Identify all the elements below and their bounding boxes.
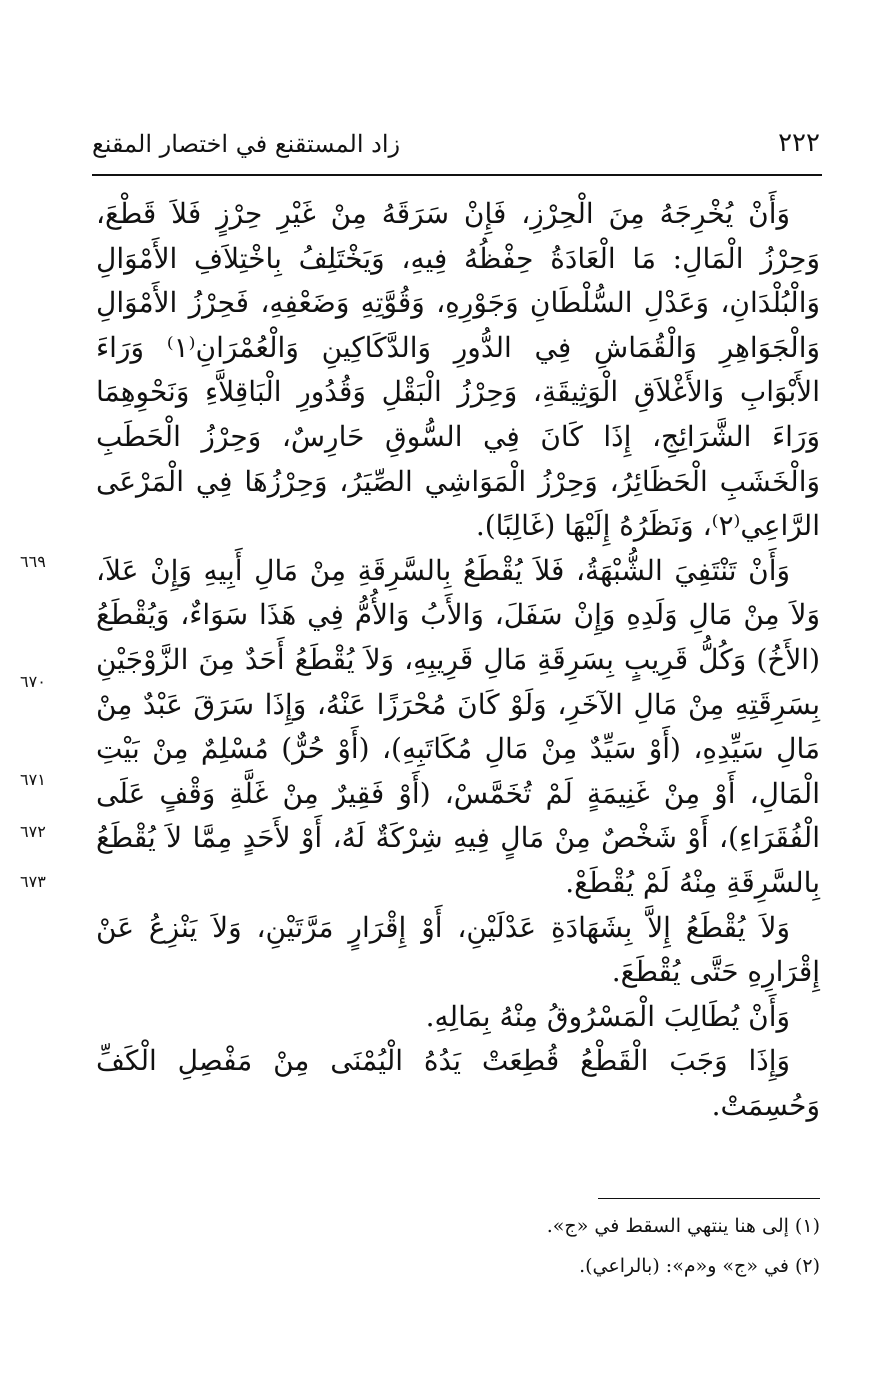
paragraph-witnesses: وَلاَ يُقْطَعُ إِلاَّ بِشَهَادَةِ عَدْلَيْنِ، أَوْ إِقْرَارٍ مَرَّتَيْنِ، وَلاَ يَنْزِعُ عَنْ إِقْرَارِهِ حَتَّى يُقْطَعَ. — [96, 910, 820, 989]
margin-number-669: ٦٦٩ — [20, 552, 46, 571]
paragraph-shubha: وَأَنْ تَنْتَفِيَ الشُّبْهَةُ، فَلاَ يُقْطَعُ بِالسَّرِقَةِ مِنْ مَالِ أَبِيهِ وَإِنْ عَلاَ، وَلاَ مِنْ مَالِ وَلَدِهِ وَإِنْ سَفَلَ، وَالأَبُ وَالأُمُّ فِي هَذَا سَوَاءٌ، وَيُقْطَعُ (الأَخُ) وَكُلُّ قَرِيبٍ بِسَرِقَةِ مَالِ قَرِيبِهِ، وَلاَ يُقْطَعُ أَحَدٌ مِنَ الزَّوْجَيْنِ بِسَرِقَتِهِ مِنْ مَالِ الآخَرِ، وَلَوْ كَانَ مُحْرَزًا عَنْهُ، وَإِذَا سَرَقَ عَبْدٌ مِنْ مَالِ سَيِّدِهِ، (أَوْ سَيِّدٌ مِنْ مَالِ مُكَاتَبِهِ)، (أَوْ حُرٌّ) مُسْلِمٌ مِنْ بَيْتِ الْمَالِ، أَوْ مِنْ غَنِيمَةٍ لَمْ تُخَمَّسْ، (أَوْ فَقِيرٌ مِنْ غَلَّةِ وَقْفٍ عَلَى الْفُقَرَاءِ)، أَوْ شَخْصٌ مِنْ مَالٍ فِيهِ شِرْكَةٌ لَهُ، أَوْ لأَحَدٍ مِمَّا لاَ يُقْطَعُ بِالسَّرِقَةِ مِنْهُ لَمْ يُقْطَعْ. — [96, 553, 820, 899]
margin-number-673: ٦٧٣ — [20, 872, 46, 891]
footnote-1: (١) إلى هنا ينتهي السقط في «ج». — [546, 1215, 820, 1237]
footnotes — [300, 1206, 820, 1286]
main-text — [96, 192, 820, 1128]
footnote-rule — [598, 1198, 820, 1199]
page-number: ٢٢٢ — [778, 128, 820, 158]
running-title: زاد المستقنع في اختصار المقنع — [92, 130, 401, 158]
paragraph-demand: وَأَنْ يُطَالِبَ الْمَسْرُوقُ مِنْهُ بِمَالِهِ. — [425, 999, 790, 1033]
running-header — [92, 128, 820, 176]
header-rule — [92, 174, 822, 176]
paragraph-hirz: وَأَنْ يُخْرِجَهُ مِنَ الْحِرْزِ، فَإِنْ سَرَقَهُ مِنْ غَيْرِ حِرْزٍ فَلاَ قَطْعَ، وَحِرْزُ الْمَالِ: مَا الْعَادَةُ حِفْظُهُ فِيهِ، وَيَخْتَلِفُ بِاخْتِلاَفِ الأَمْوَالِ وَالْبُلْدَانِ، وَعَدْلِ السُّلْطَانِ وَجَوْرِهِ، وَقُوَّتِهِ وَضَعْفِهِ، فَحِرْزُ الأَمْوَالِ وَالْجَوَاهِرِ وَالْقُمَاشِ فِي الدُّورِ وَالدَّكَاكِينِ وَالْعُمْرَانِ⁽١⁾ وَرَاءَ الأَبْوَابِ وَالأَغْلاَقِ الْوَثِيقَةِ، وَحِرْزُ الْبَقْلِ وَقُدُورِ الْبَاقِلاَّءِ وَنَحْوِهِمَا وَرَاءَ الشَّرَائِجِ، إِذَا كَانَ فِي السُّوقِ حَارِسٌ، وَحِرْزُ الْحَطَبِ وَالْخَشَبِ الْحَظَائِرُ، وَحِرْزُ الْمَوَاشِي الصِّيَرُ، وَحِرْزُهَا فِي الْمَرْعَى الرَّاعِي⁽٢⁾، وَنَظَرُهُ إِلَيْهَا (غَالِبًا). — [96, 197, 821, 543]
margin-number-671: ٦٧١ — [20, 770, 46, 789]
paragraph-amputation: وَإِذَا وَجَبَ الْقَطْعُ قُطِعَتْ يَدُهُ الْيُمْنَى مِنْ مَفْصِلِ الْكَفِّ وَحُسِمَتْ. — [96, 1044, 820, 1122]
footnote-2: (٢) في «ج» و«م»: (بالراعي). — [579, 1255, 820, 1277]
margin-number-670: ٦٧٠ — [20, 672, 46, 691]
margin-number-672: ٦٧٢ — [20, 822, 46, 841]
